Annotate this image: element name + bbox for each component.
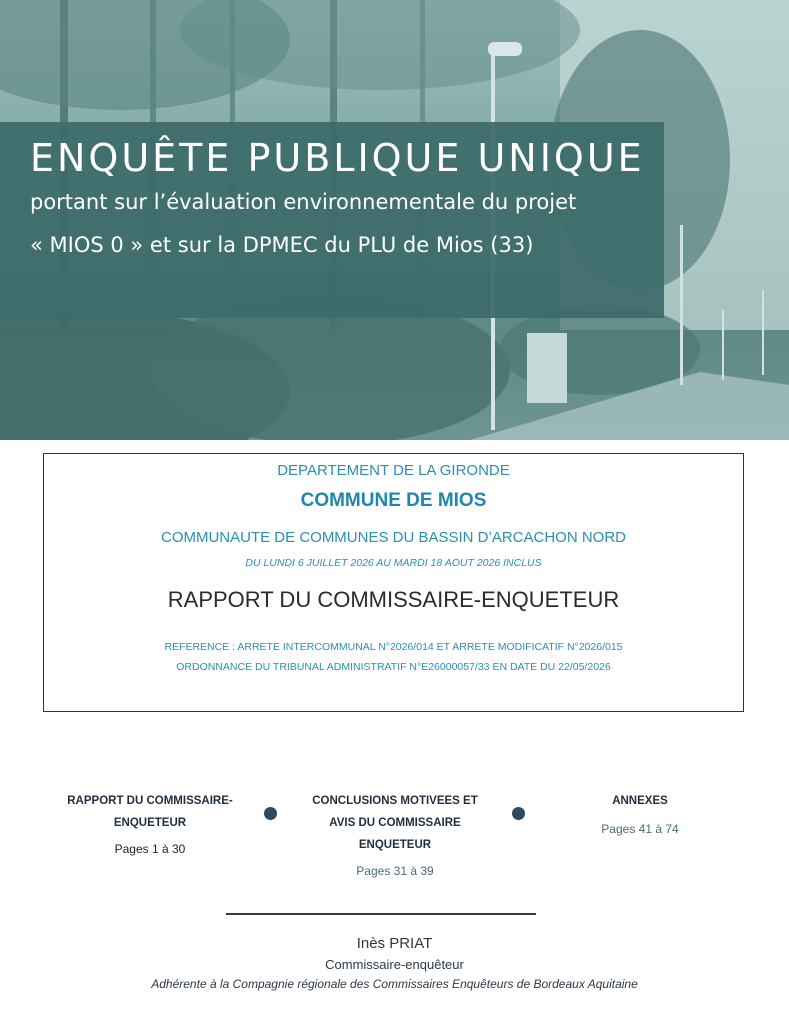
subtitle-line-1: portant sur l’évaluation environnementale du projet — [30, 190, 577, 214]
section-annexes-pages: Pages 41 à 74 — [601, 822, 679, 836]
commune-label: COMMUNE DE MIOS — [300, 490, 487, 511]
info-box — [43, 453, 744, 712]
section-rapport — [55, 790, 245, 856]
department-label: DEPARTEMENT DE LA GIRONDE — [277, 462, 510, 479]
section-conclusions-line2: AVIS DU COMMISSAIRE — [329, 817, 461, 829]
report-title: RAPPORT DU COMMISSAIRE-ENQUETEUR — [167, 587, 620, 612]
dates-label: DU LUNDI 6 JUILLET 2026 AU MARDI 18 AOUT 2026 INCLUS — [245, 557, 542, 569]
section-conclusions-pages: Pages 31 à 39 — [356, 864, 434, 878]
subtitle-line-2: « MIOS 0 » et sur la DPMEC du PLU de Mios (33) — [30, 233, 534, 257]
separator-dot-1 — [264, 807, 277, 820]
author-role: Commissaire-enquêteur — [325, 957, 464, 972]
section-conclusions-line3: ENQUETEUR — [358, 839, 432, 851]
community-label: COMMUNAUTE DE COMMUNES DU BASSIN D’ARCACHON NORD — [160, 529, 627, 546]
reference-label: REFERENCE : ARRETE INTERCOMMUNAL N°2026/014 ET ARRETE MODIFICATIF N°2026/015 — [164, 641, 623, 653]
separator-dot-2 — [512, 807, 525, 820]
cover-photo — [0, 0, 789, 440]
page-title: ENQUÊTE PUBLIQUE UNIQUE — [30, 136, 645, 180]
section-rapport-pages: Pages 1 à 30 — [114, 842, 186, 856]
section-rapport-line2: ENQUETEUR — [113, 817, 187, 829]
ordonnance-label: ORDONNANCE DU TRIBUNAL ADMINISTRATIF N°E26000057/33 EN DATE DU 22/05/2026 — [176, 661, 611, 673]
author-name: Inès PRIAT — [356, 935, 433, 952]
author-association: Adhérente à la Compagnie régionale des Commissaires Enquêteurs de Bordeaux Aquitaine — [151, 977, 638, 991]
section-annexes-line1: ANNEXES — [612, 795, 668, 807]
section-rapport-line1: RAPPORT DU COMMISSAIRE- — [67, 795, 233, 807]
section-conclusions — [300, 790, 490, 878]
section-annexes — [570, 790, 710, 836]
divider — [226, 913, 536, 915]
section-conclusions-line1: CONCLUSIONS MOTIVEES ET — [312, 795, 478, 807]
